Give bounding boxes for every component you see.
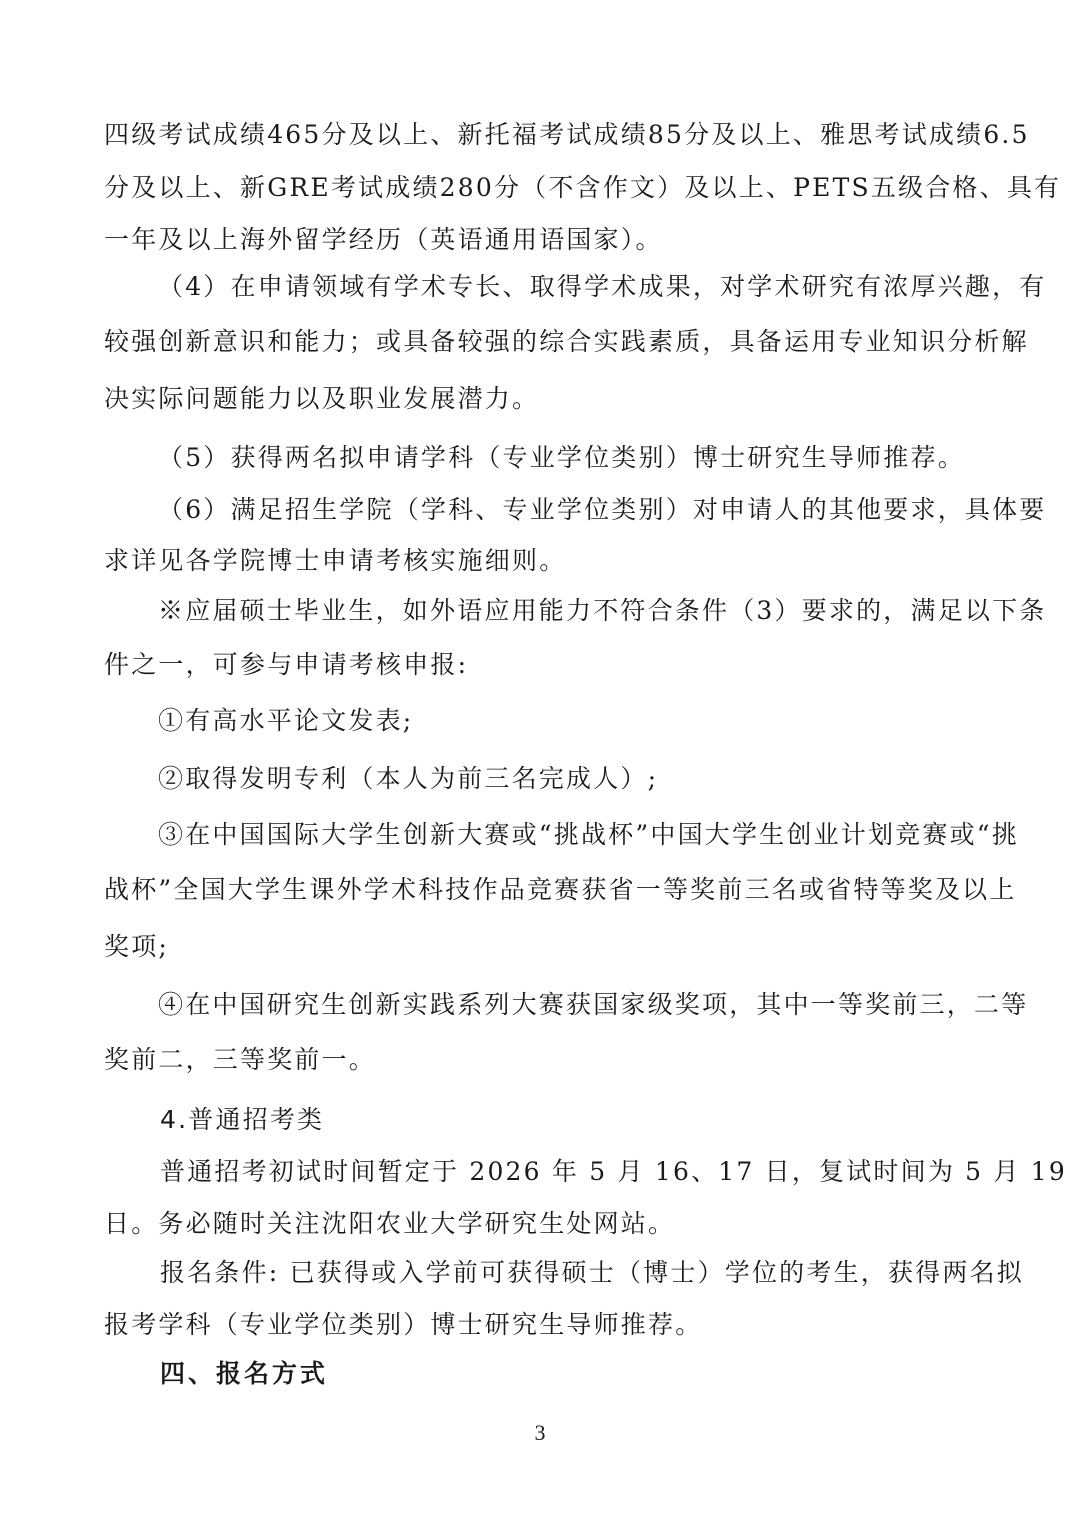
paragraph-line: 较强创新意识和能力；或具备较强的综合实践素质，具备运用专业知识分析解 <box>104 327 1029 356</box>
section-subheading: 4.普通招考类 <box>160 1105 325 1134</box>
paragraph-line: ※应届硕士毕业生，如外语应用能力不符合条件（3）要求的，满足以下条 <box>158 596 1047 625</box>
paragraph-line: 奖前二，三等奖前一。 <box>104 1045 377 1074</box>
list-item: ④在中国研究生创新实践系列大赛获国家级奖项，其中一等奖前三，二等 <box>158 990 1029 1019</box>
paragraph-line: 报名条件: 已获得或入学前可获得硕士（博士）学位的考生，获得两名拟 <box>160 1258 1024 1287</box>
paragraph-line: （4）在申请领域有学术专长、取得学术成果，对学术研究有浓厚兴趣，有 <box>158 272 1047 301</box>
list-item: ③在中国国际大学生创新大赛或“挑战杯”中国大学生创业计划竞赛或“挑 <box>158 820 1019 849</box>
paragraph-line: 普通招考初试时间暂定于 2026 年 5 月 16、17 日，复试时间为 5 月 19 <box>160 1157 1067 1186</box>
paragraph-line: 战杯”全国大学生课外学术科技作品竞赛获省一等奖前三名或省特等奖及以上 <box>104 875 1017 904</box>
paragraph-line: 报考学科（专业学位类别）博士研究生导师推荐。 <box>104 1310 703 1339</box>
paragraph-line: 件之一，可参与申请考核申报: <box>104 650 469 679</box>
paragraph-line: 求详见各学院博士申请考核实施细则。 <box>104 546 567 575</box>
paragraph-line: 四级考试成绩465分及以上、新托福考试成绩85分及以上、雅思考试成绩6.5 <box>104 120 1030 149</box>
paragraph-line: 日。务必随时关注沈阳农业大学研究生处网站。 <box>104 1209 676 1238</box>
paragraph-line: 奖项; <box>104 932 170 961</box>
paragraph-line: （5）获得两名拟申请学科（专业学位类别）博士研究生导师推荐。 <box>158 443 965 472</box>
page-number: 3 <box>534 1420 546 1445</box>
list-item: ①有高水平论文发表; <box>158 706 414 735</box>
paragraph-line: 决实际问题能力以及职业发展潜力。 <box>104 384 540 413</box>
paragraph-line: 一年及以上海外留学经历（英语通用语国家）。 <box>104 225 663 254</box>
paragraph-line: （6）满足招生学院（学科、专业学位类别）对申请人的其他要求，具体要 <box>158 495 1047 524</box>
section-heading: 四、报名方式 <box>160 1359 329 1388</box>
paragraph-line: 分及以上、新GRE考试成绩280分（不含作文）及以上、PETS五级合格、具有 <box>104 173 1062 202</box>
list-item: ②取得发明专利（本人为前三名完成人）; <box>158 764 659 793</box>
